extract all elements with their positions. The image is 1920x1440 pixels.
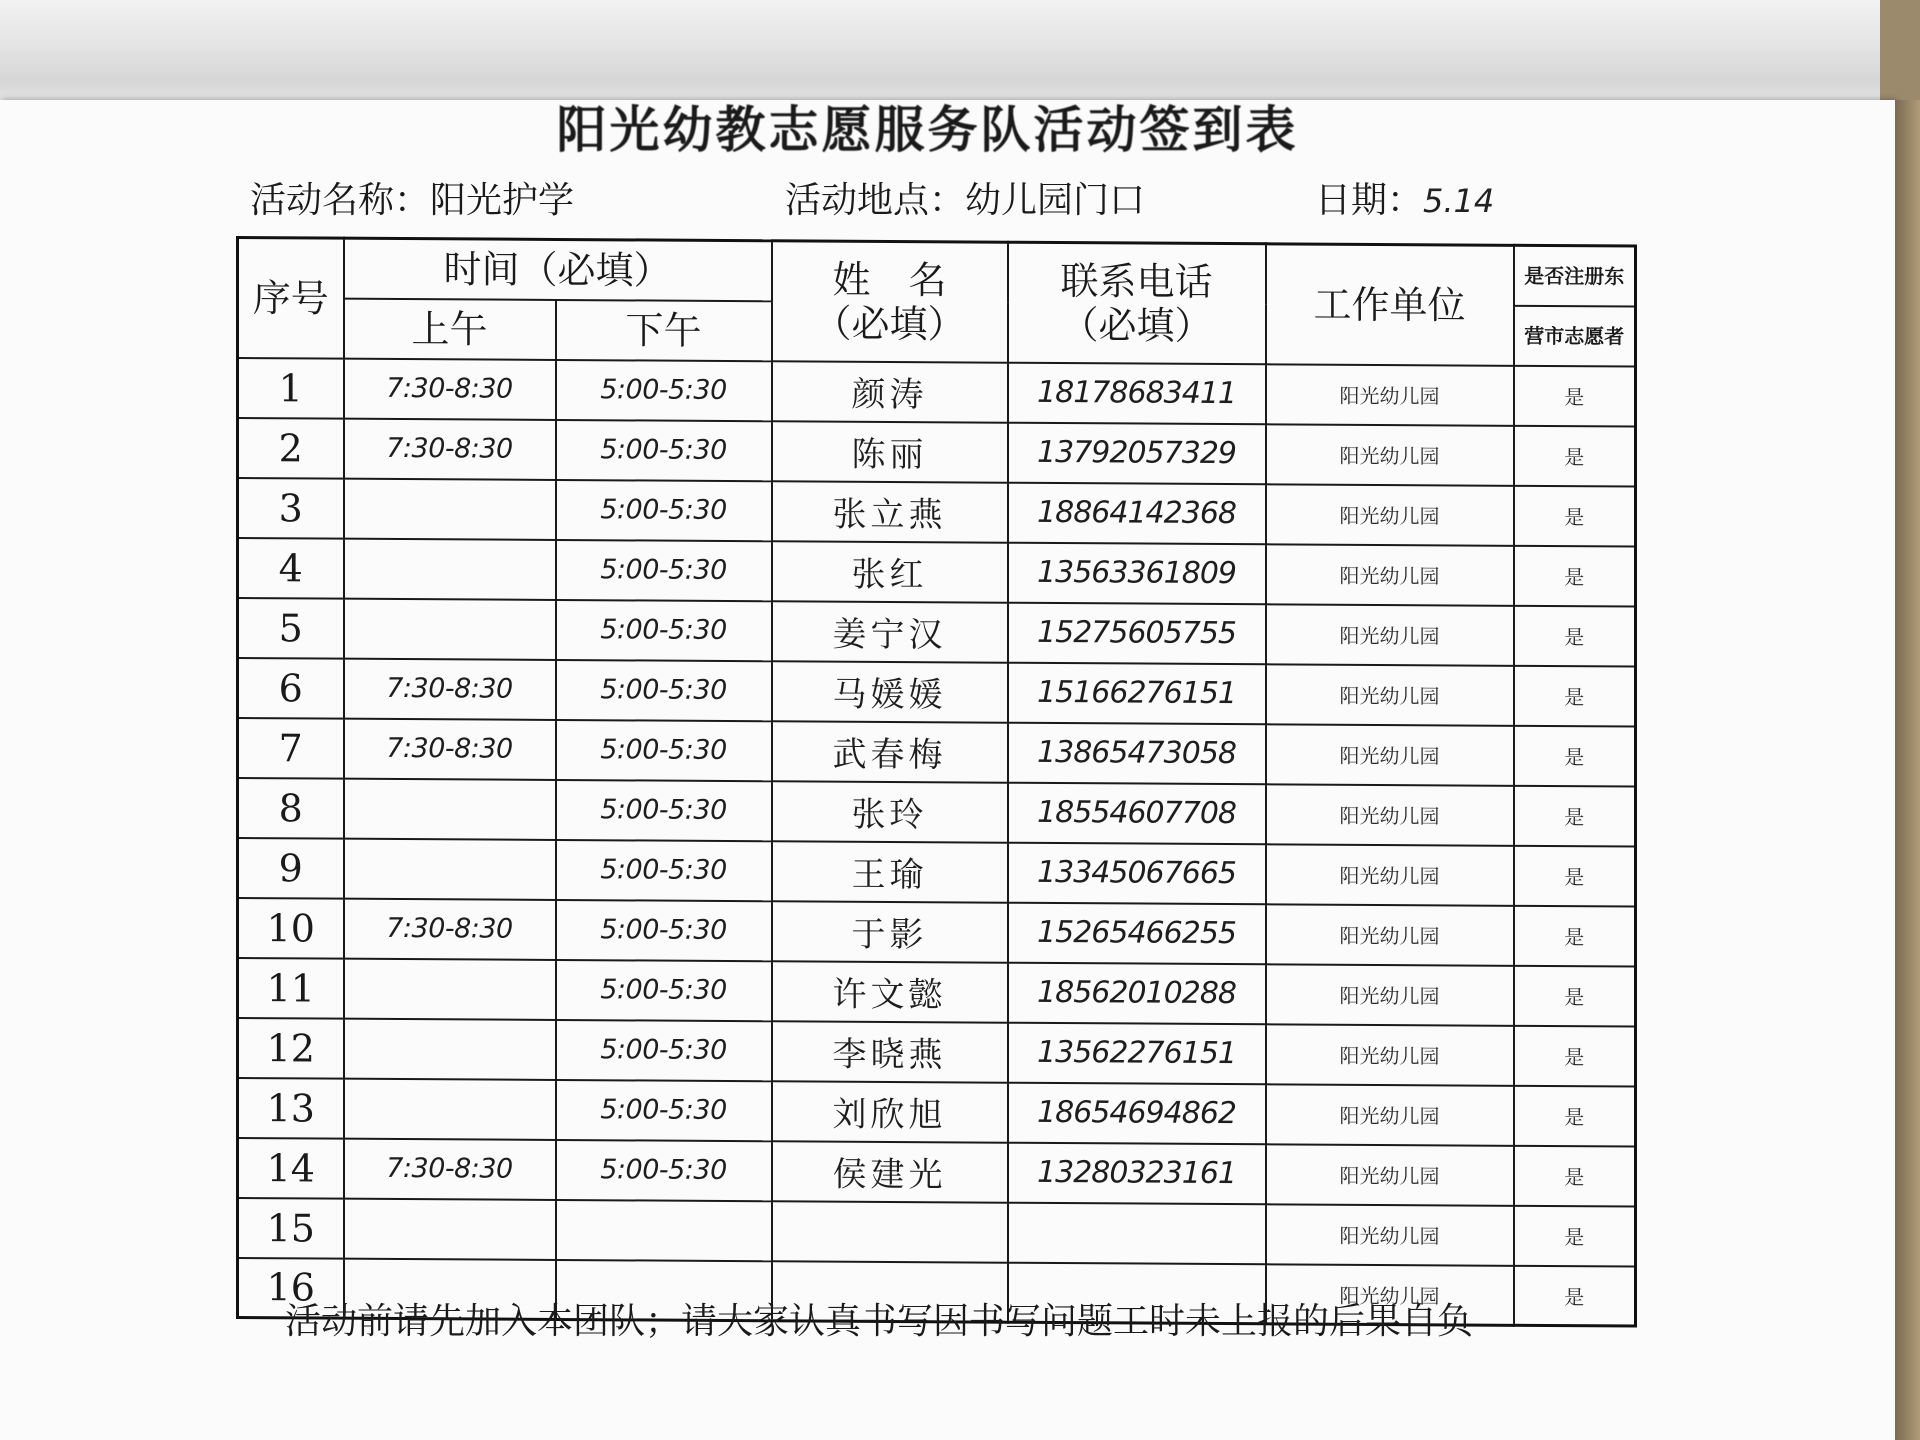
row-phone: 18178683411 bbox=[1008, 362, 1266, 424]
row-registered: 是 bbox=[1514, 1205, 1636, 1266]
header-registered-line2: 营市志愿者 bbox=[1514, 305, 1636, 366]
row-name: 张玲 bbox=[772, 781, 1008, 842]
row-registered: 是 bbox=[1514, 965, 1636, 1026]
table-row bbox=[238, 898, 1636, 967]
row-index: 11 bbox=[238, 958, 344, 1019]
row-registered: 是 bbox=[1514, 725, 1636, 786]
row-name: 许文懿 bbox=[772, 961, 1008, 1022]
row-unit: 阳光幼儿园 bbox=[1266, 844, 1514, 906]
sheet-title: 阳光幼教志愿服务队活动签到表 bbox=[556, 101, 1299, 159]
row-pm-time bbox=[556, 1199, 772, 1260]
row-name: 李晓燕 bbox=[772, 1021, 1008, 1082]
row-unit: 阳光幼儿园 bbox=[1266, 364, 1514, 426]
row-pm-time: 5:00-5:30 bbox=[556, 659, 772, 720]
row-name: 于影 bbox=[772, 901, 1008, 962]
row-unit: 阳光幼儿园 bbox=[1266, 1264, 1514, 1326]
header-am: 上午 bbox=[344, 298, 556, 359]
row-registered: 是 bbox=[1514, 605, 1636, 666]
row-pm-time: 5:00-5:30 bbox=[556, 779, 772, 840]
row-registered: 是 bbox=[1514, 425, 1636, 486]
row-index: 1 bbox=[238, 358, 344, 419]
activity-date-value: 5.14 bbox=[1423, 182, 1495, 220]
row-name bbox=[772, 1201, 1008, 1262]
row-pm-time: 5:00-5:30 bbox=[556, 1079, 772, 1140]
activity-location bbox=[785, 178, 1145, 224]
header-phone-line2: （必填） bbox=[1060, 302, 1213, 348]
footer-note: 活动前请先加入本团队；请大家认真书写因书写问题工时未上报的后果自负 bbox=[285, 1301, 1474, 1342]
desk-surface bbox=[1895, 100, 1920, 1440]
table-row bbox=[238, 358, 1636, 427]
row-name: 武春梅 bbox=[772, 721, 1008, 782]
row-pm-time: 5:00-5:30 bbox=[556, 1139, 772, 1200]
row-registered: 是 bbox=[1514, 485, 1636, 546]
row-name: 姜宁汉 bbox=[772, 601, 1008, 662]
row-index: 4 bbox=[238, 538, 344, 599]
row-index: 2 bbox=[238, 418, 344, 479]
header-name-line2: （必填） bbox=[813, 301, 966, 347]
row-index: 3 bbox=[238, 478, 344, 539]
row-name: 张红 bbox=[772, 541, 1008, 602]
table-row bbox=[238, 1198, 1636, 1267]
row-am-time bbox=[344, 1078, 556, 1139]
row-name: 侯建光 bbox=[772, 1141, 1008, 1202]
row-pm-time: 5:00-5:30 bbox=[556, 899, 772, 960]
header-registered-line1: 是否注册东 bbox=[1514, 245, 1636, 306]
row-name: 刘欣旭 bbox=[772, 1081, 1008, 1142]
row-am-time bbox=[344, 838, 556, 899]
row-registered: 是 bbox=[1514, 545, 1636, 606]
row-registered: 是 bbox=[1514, 845, 1636, 906]
row-pm-time: 5:00-5:30 bbox=[556, 359, 772, 420]
header-name bbox=[772, 241, 1008, 362]
row-index: 13 bbox=[238, 1078, 344, 1139]
activity-name-value: 阳光护学 bbox=[430, 180, 575, 221]
row-index: 10 bbox=[238, 898, 344, 959]
row-registered: 是 bbox=[1514, 1265, 1636, 1326]
row-name: 陈丽 bbox=[772, 421, 1008, 482]
row-phone: 15166276151 bbox=[1008, 662, 1266, 724]
row-registered: 是 bbox=[1514, 1145, 1636, 1206]
header-unit: 工作单位 bbox=[1266, 244, 1514, 366]
row-unit: 阳光幼儿园 bbox=[1266, 904, 1514, 966]
activity-name-label: 活动名称： bbox=[250, 180, 431, 221]
row-am-time: 7:30-8:30 bbox=[344, 718, 556, 779]
activity-location-label: 活动地点： bbox=[785, 180, 966, 221]
row-am-time: 7:30-8:30 bbox=[344, 358, 556, 419]
row-phone: 15265466255 bbox=[1008, 902, 1266, 964]
row-pm-time: 5:00-5:30 bbox=[556, 719, 772, 780]
row-pm-time: 5:00-5:30 bbox=[556, 599, 772, 660]
table-row bbox=[238, 778, 1636, 847]
row-am-time: 7:30-8:30 bbox=[344, 418, 556, 479]
row-am-time: 7:30-8:30 bbox=[344, 898, 556, 959]
row-am-time bbox=[344, 958, 556, 1019]
row-index: 8 bbox=[238, 778, 344, 839]
row-am-time: 7:30-8:30 bbox=[344, 1138, 556, 1199]
header-pm: 下午 bbox=[556, 299, 772, 360]
row-index: 12 bbox=[238, 1018, 344, 1079]
row-unit: 阳光幼儿园 bbox=[1266, 1204, 1514, 1266]
row-phone: 13280323161 bbox=[1008, 1142, 1266, 1204]
header-index: 序号 bbox=[238, 238, 344, 359]
table-row bbox=[238, 1138, 1636, 1207]
row-registered: 是 bbox=[1514, 1085, 1636, 1146]
activity-location-value: 幼儿园门口 bbox=[965, 180, 1146, 221]
row-index: 15 bbox=[238, 1198, 344, 1259]
row-unit: 阳光幼儿园 bbox=[1266, 1144, 1514, 1206]
row-phone bbox=[1008, 1202, 1266, 1264]
row-unit: 阳光幼儿园 bbox=[1266, 1084, 1514, 1146]
row-pm-time: 5:00-5:30 bbox=[556, 419, 772, 480]
row-phone: 15275605755 bbox=[1008, 602, 1266, 664]
row-phone: 13792057329 bbox=[1008, 422, 1266, 484]
row-pm-time: 5:00-5:30 bbox=[556, 839, 772, 900]
activity-name bbox=[250, 178, 574, 224]
row-am-time bbox=[344, 478, 556, 539]
row-pm-time: 5:00-5:30 bbox=[556, 539, 772, 600]
table-row bbox=[238, 1078, 1636, 1147]
row-unit: 阳光幼儿园 bbox=[1266, 724, 1514, 786]
row-unit: 阳光幼儿园 bbox=[1266, 1024, 1514, 1086]
row-pm-time: 5:00-5:30 bbox=[556, 1019, 772, 1080]
row-registered: 是 bbox=[1514, 905, 1636, 966]
table-row bbox=[238, 658, 1636, 727]
table-row bbox=[238, 538, 1636, 607]
row-phone: 18654694862 bbox=[1008, 1082, 1266, 1144]
row-name: 马媛媛 bbox=[772, 661, 1008, 722]
row-pm-time: 5:00-5:30 bbox=[556, 479, 772, 540]
row-am-time bbox=[344, 1198, 556, 1259]
row-unit: 阳光幼儿园 bbox=[1266, 424, 1514, 486]
row-am-time bbox=[344, 1018, 556, 1079]
row-registered: 是 bbox=[1514, 785, 1636, 846]
row-unit: 阳光幼儿园 bbox=[1266, 664, 1514, 726]
row-index: 6 bbox=[238, 658, 344, 719]
row-phone: 13345067665 bbox=[1008, 842, 1266, 904]
row-am-time bbox=[344, 538, 556, 599]
row-am-time bbox=[344, 598, 556, 659]
row-phone: 13865473058 bbox=[1008, 722, 1266, 784]
table-row bbox=[238, 958, 1636, 1027]
header-phone bbox=[1008, 242, 1266, 364]
row-am-time bbox=[344, 778, 556, 839]
row-pm-time: 5:00-5:30 bbox=[556, 959, 772, 1020]
paper-stack-edge bbox=[0, 0, 1880, 115]
header-phone-line1: 联系电话 bbox=[1060, 258, 1213, 304]
row-unit: 阳光幼儿园 bbox=[1266, 784, 1514, 846]
row-phone: 13562276151 bbox=[1008, 1022, 1266, 1084]
table-row bbox=[238, 418, 1636, 487]
row-registered: 是 bbox=[1514, 365, 1636, 426]
row-phone: 18562010288 bbox=[1008, 962, 1266, 1024]
table-row bbox=[238, 718, 1636, 787]
row-index: 9 bbox=[238, 838, 344, 899]
table-row bbox=[238, 838, 1636, 907]
row-unit: 阳光幼儿园 bbox=[1266, 544, 1514, 606]
header-time: 时间（必填） bbox=[344, 238, 772, 301]
row-unit: 阳光幼儿园 bbox=[1266, 964, 1514, 1026]
row-registered: 是 bbox=[1514, 665, 1636, 726]
row-name: 张立燕 bbox=[772, 481, 1008, 542]
row-index: 7 bbox=[238, 718, 344, 779]
header-name-line1: 姓 名 bbox=[832, 257, 947, 303]
row-unit: 阳光幼儿园 bbox=[1266, 484, 1514, 546]
row-name: 王瑜 bbox=[772, 841, 1008, 902]
activity-date-label: 日期： bbox=[1315, 180, 1424, 221]
table-row bbox=[238, 598, 1636, 667]
table-row bbox=[238, 1018, 1636, 1087]
row-name: 颜涛 bbox=[772, 361, 1008, 422]
activity-date bbox=[1315, 178, 1494, 224]
row-index: 16 bbox=[238, 1258, 344, 1319]
row-am-time: 7:30-8:30 bbox=[344, 658, 556, 719]
table-row bbox=[238, 478, 1636, 547]
row-index: 14 bbox=[238, 1138, 344, 1199]
row-phone: 18554607708 bbox=[1008, 782, 1266, 844]
row-index: 5 bbox=[238, 598, 344, 659]
row-phone: 18864142368 bbox=[1008, 482, 1266, 544]
row-phone: 13563361809 bbox=[1008, 542, 1266, 604]
row-unit: 阳光幼儿园 bbox=[1266, 604, 1514, 666]
row-registered: 是 bbox=[1514, 1025, 1636, 1086]
sign-in-table bbox=[236, 236, 1637, 1328]
